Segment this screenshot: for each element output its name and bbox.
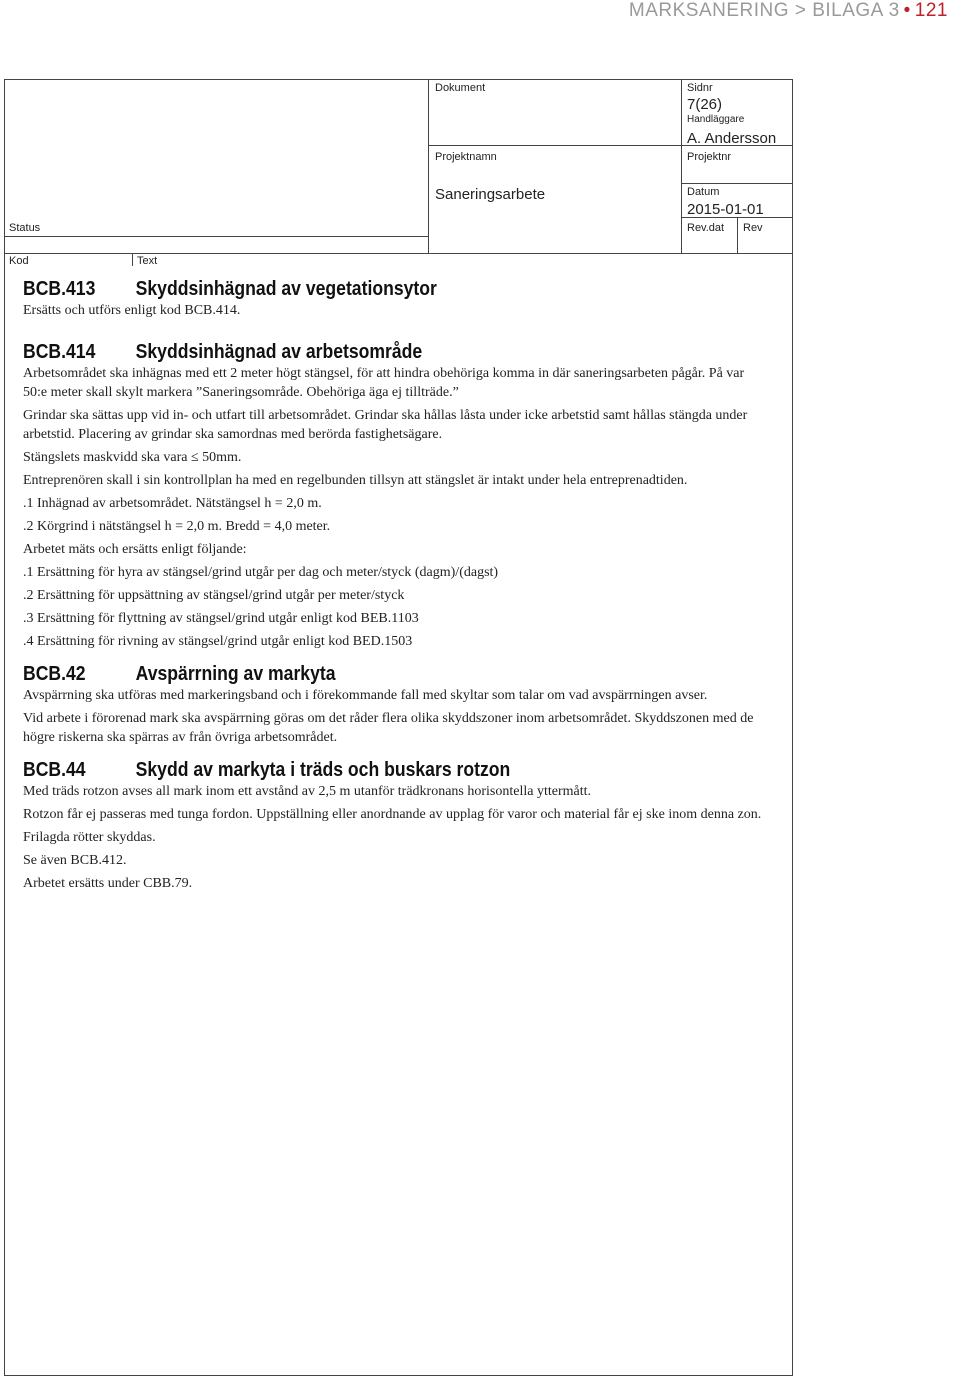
paragraph: .2 Körgrind i nätstängsel h = 2,0 m. Bredd = 4,0 meter. (23, 519, 331, 534)
section-bcb-413 (23, 278, 763, 320)
section-bcb-44 (23, 759, 763, 893)
rev-label: Rev (743, 222, 763, 234)
datum-value: 2015-01-01 (687, 201, 764, 218)
status-label: Status (9, 222, 41, 234)
paragraph: Arbetet ersätts under CBB.79. (23, 876, 193, 891)
page-header (629, 0, 948, 22)
projektnamn-value: Saneringsarbete (435, 186, 546, 203)
paragraph: Med träds rotzon avses all mark inom ett avstånd av 2,5 m utanför trädkronans horisontella yttermått. (23, 784, 592, 799)
page-number: 121 (914, 0, 948, 21)
section-title: Skyddsinhägnad av vegetationsytor (135, 278, 437, 300)
projektnr-label: Projektnr (687, 151, 732, 163)
paragraph: .2 Ersättning för uppsättning av stängsel/grind utgår per meter/styck (23, 588, 405, 603)
kod-label: Kod (9, 255, 29, 267)
section-path: MARKSANERING > BILAGA 3 (628, 0, 900, 21)
projektnamn-label: Projektnamn (435, 151, 497, 163)
paragraph: .1 Ersättning för hyra av stängsel/grind utgår per dag och meter/styck (dagm)/(dagst) (23, 565, 499, 580)
paragraph: Entreprenören skall i sin kontrollplan ha med en regelbunden tillsyn att stängslet är intakt under hela entreprenadtiden. (23, 473, 688, 488)
paragraph: Ersätts och utförs enligt kod BCB.414. (23, 303, 241, 318)
bullet-icon: • (903, 0, 911, 21)
handlaggare-value: A. Andersson (687, 130, 777, 147)
section-code: BCB.44 (23, 759, 86, 781)
dokument-label: Dokument (435, 82, 486, 94)
section-code: BCB.413 (23, 278, 96, 300)
sidnr-label: Sidnr (687, 82, 713, 94)
paragraph: Arbetsområdet ska inhägnas med ett 2 meter högt stängsel, för att hindra obehöriga komma in där saneringsarbeten pågår. På var 50:e meter skall skylt markera ”Saneringsområde. Obehöriga äga ej tillträde.” (23, 366, 745, 400)
paragraph: Rotzon får ej passeras med tunga fordon. Uppställning eller anordnande av upplag för varor och material får ej ske inom denna zon. (23, 807, 762, 822)
title-block (4, 79, 793, 267)
paragraph: Arbetet mäts och ersätts enligt följande: (23, 542, 247, 557)
paragraph: Se även BCB.412. (23, 853, 127, 868)
paragraph: .1 Inhägnad av arbetsområdet. Nätstängsel h = 2,0 m. (23, 496, 322, 511)
section-bcb-414 (23, 341, 763, 651)
revdat-label: Rev.dat (687, 222, 725, 234)
section-code: BCB.42 (23, 663, 86, 685)
text-label: Text (137, 255, 158, 267)
section-heading (23, 278, 674, 301)
section-heading (23, 663, 674, 686)
section-title: Skyddsinhägnad av arbetsområde (135, 341, 423, 363)
handlaggare-label: Handläggare (687, 114, 745, 125)
section-title: Avspärrning av markyta (135, 663, 336, 685)
sidnr-value: 7(26) (687, 96, 723, 113)
paragraph: Stängslets maskvidd ska vara ≤ 50mm. (23, 450, 242, 465)
paragraph: Frilagda rötter skyddas. (23, 830, 156, 845)
paragraph: Vid arbete i förorenad mark ska avspärrning göras om det råder flera olika skyddszoner inom arbetsområdet. Skyddszonen med de högre riskerna ska spärras av från övriga arbetsområdet. (23, 711, 754, 745)
paragraph: Avspärrning ska utföras med markeringsband och i förekommande fall med skyltar som talar om vad avspärrningen avser. (23, 688, 708, 703)
section-title: Skydd av markyta i träds och buskars rotzon (135, 759, 511, 781)
paragraph: Grindar ska sättas upp vid in- och utfart till arbetsområdet. Grindar ska hållas låsta under icke arbetstid samt hållas stängda under arbetstid. Placering av grindar ska samordnas med berörda fastighetsägare. (23, 408, 748, 442)
document-body (23, 278, 763, 897)
datum-label: Datum (687, 186, 720, 198)
section-heading (23, 341, 674, 364)
paragraph: .4 Ersättning för rivning av stängsel/grind utgår enligt kod BED.1503 (23, 634, 413, 649)
section-bcb-42 (23, 663, 763, 747)
section-heading (23, 759, 674, 782)
paragraph: .3 Ersättning för flyttning av stängsel/grind utgår enligt kod BEB.1103 (23, 611, 419, 626)
section-code: BCB.414 (23, 341, 96, 363)
